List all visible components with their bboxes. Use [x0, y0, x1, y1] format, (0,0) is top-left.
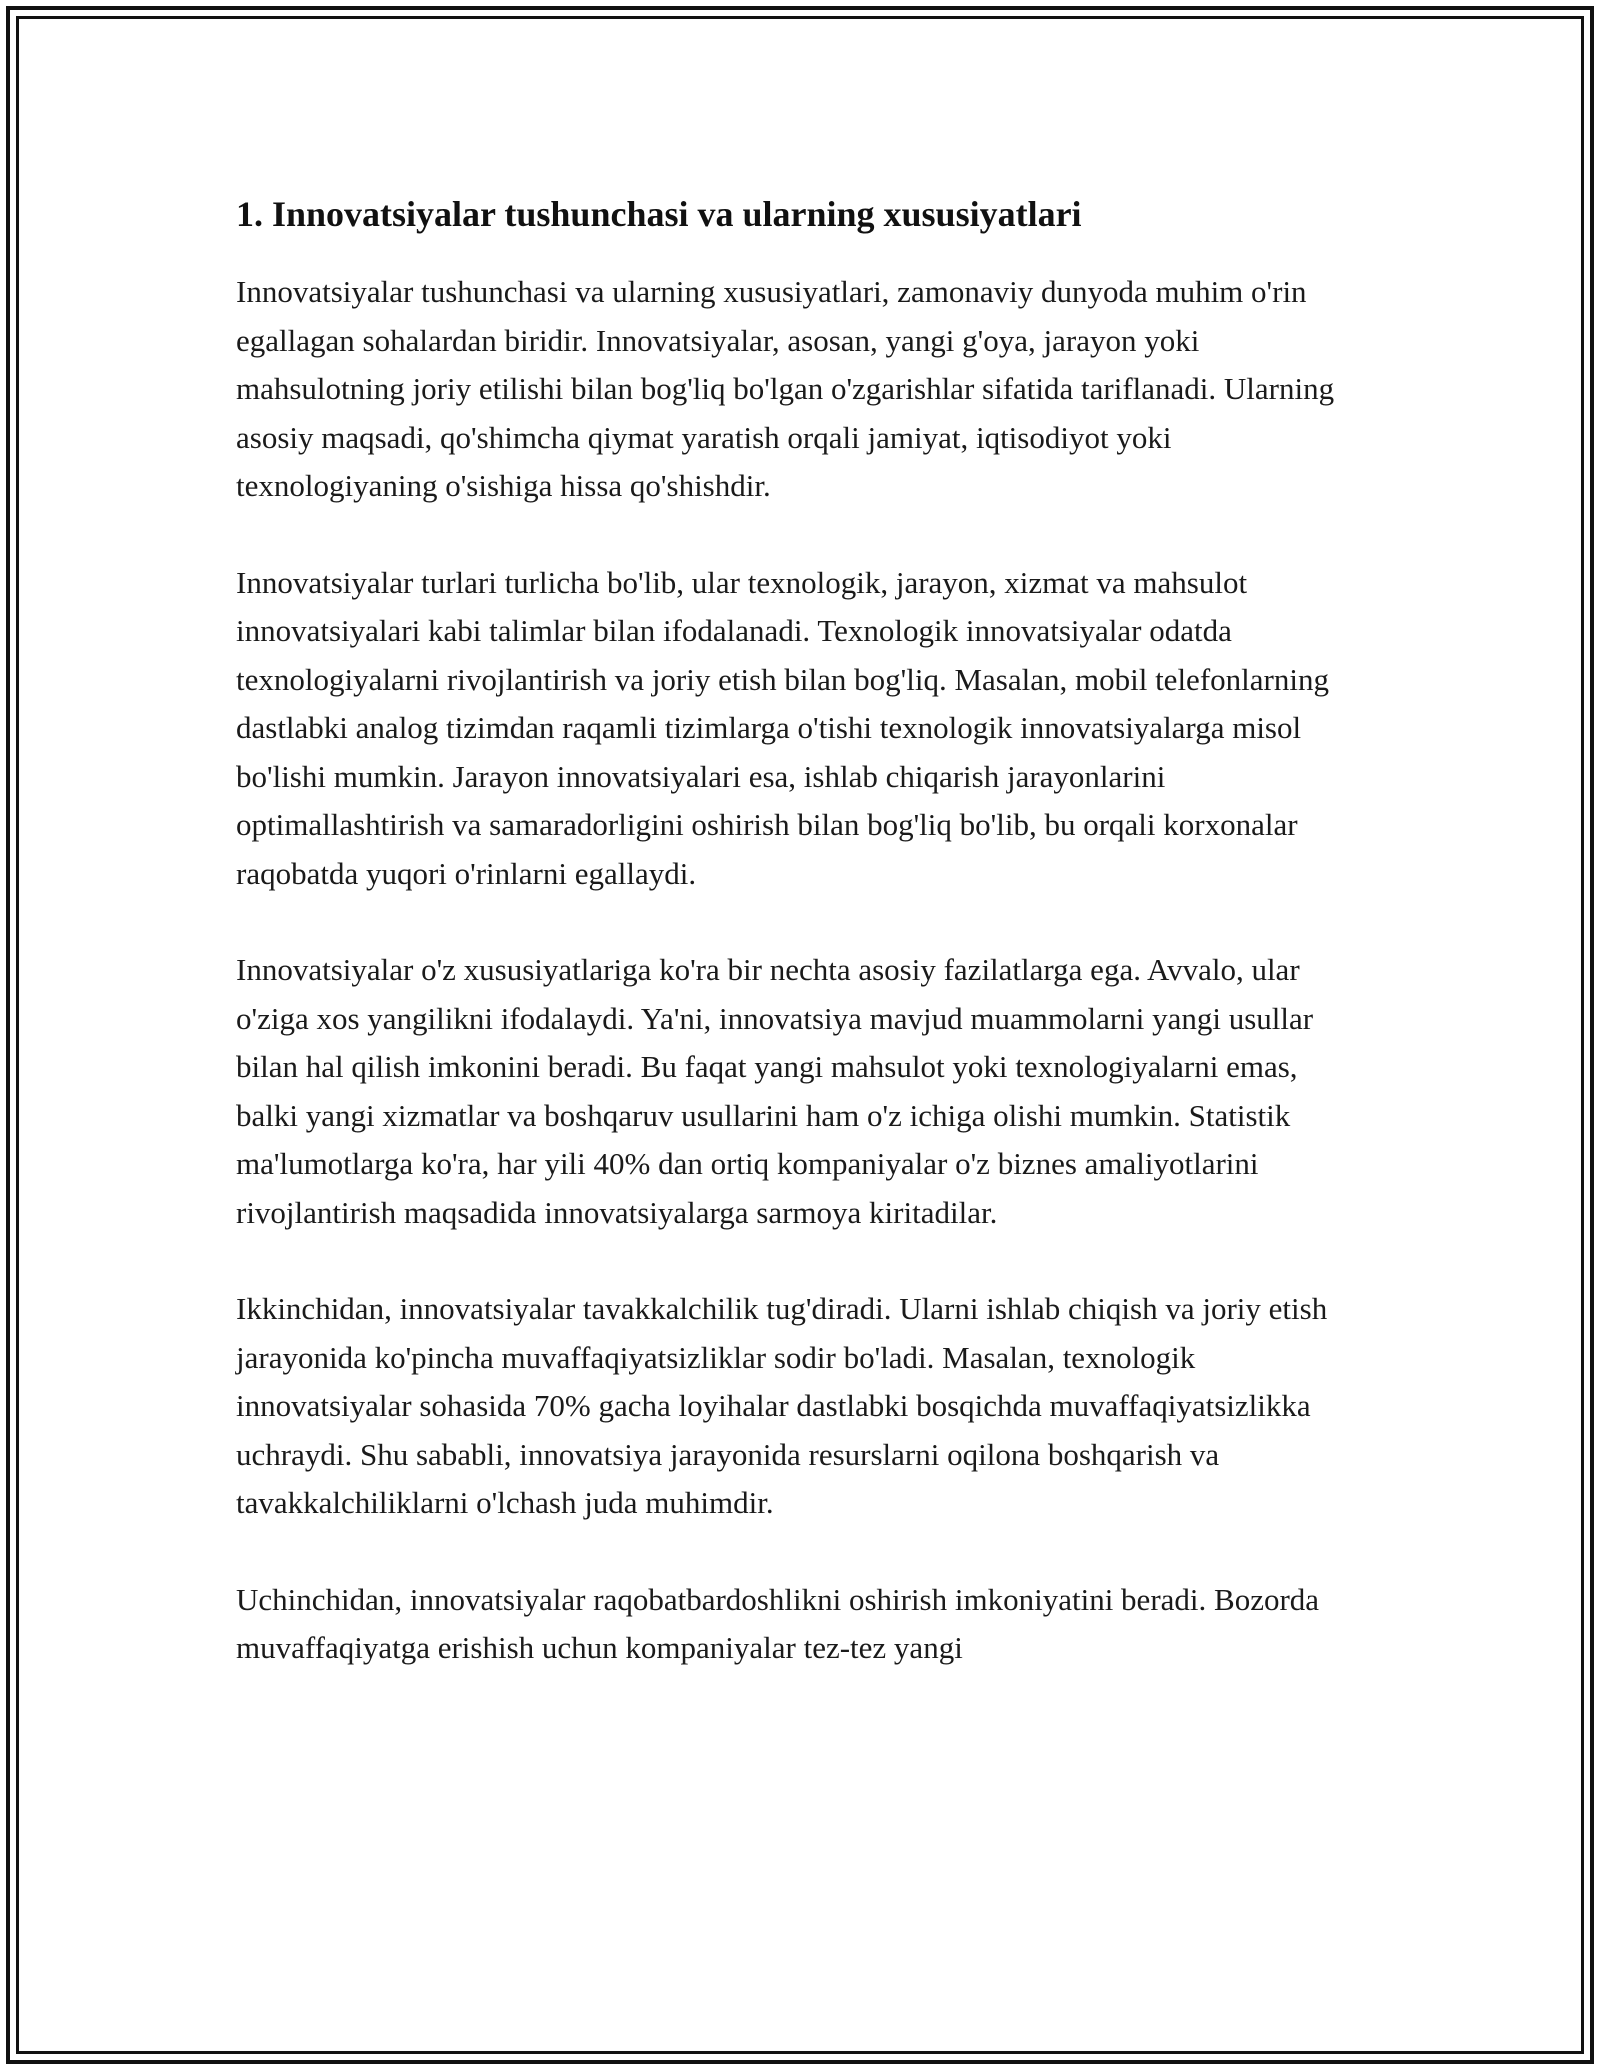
- section-title: 1. Innovatsiyalar tushunchasi va ularning xususiyatlari: [236, 194, 1082, 234]
- document-body: [236, 188, 1366, 1721]
- paragraph-5: Uchinchidan, innovatsiyalar raqobatbardoshlikni oshirish imkoniyatini beradi. Bozorda muvaffaqiyatga erishish uchun kompaniyalar tez-tez yangi: [236, 1581, 1320, 1665]
- paragraph-1: Innovatsiyalar tushunchasi va ularning xususiyatlari, zamonaviy dunyoda muhim o'rin egallagan sohalardan biridir. Innovatsiyalar, asosan, yangi g'oya, jarayon yoki mahsulotning joriy etilishi bilan bog'liq bo'lgan o'zgarishlar sifatida tariflanadi. Ularning asosiy maqsadi, qo'shimcha qiymat yaratish orqali jamiyat, iqtisodiyot yoki texnologiyaning o'sishiga hissa qo'shishdir.: [236, 274, 1335, 503]
- paragraph-3: Innovatsiyalar o'z xususiyatlariga ko'ra bir nechta asosiy fazilatlarga ega. Avvalo, ular o'ziga xos yangilikni ifodalaydi. Ya'ni, innovatsiya mavjud muammolarni yangi usullar bilan hal qilish imkonini beradi. Bu faqat yangi mahsulot yoki texnologiyalarni emas, balki yangi xizmatlar va boshqaruv usullarini ham o'z ichiga olishi mumkin. Statistik ma'lumotlarga ko'ra, har yili 40% dan ortiq kompaniyalar o'z biznes amaliyotlarini rivojlantirish maqsadida innovatsiyalarga sarmoya kiritadilar.: [236, 952, 1314, 1230]
- paragraph-4: Ikkinchidan, innovatsiyalar tavakkalchilik tug'diradi. Ularni ishlab chiqish va joriy etish jarayonida ko'pincha muvaffaqiyatsizliklar sodir bo'ladi. Masalan, texnologik innovatsiyalar sohasida 70% gacha loyihalar dastlabki bosqichda muvaffaqiyatsizlikka uchraydi. Shu sababli, innovatsiya jarayonida resurslarni oqilona boshqarish va tavakkalchiliklarni o'lchash juda muhimdir.: [236, 1291, 1328, 1520]
- paragraph-2: Innovatsiyalar turlari turlicha bo'lib, ular texnologik, jarayon, xizmat va mahsulot innovatsiyalari kabi talimlar bilan ifodalanadi. Texnologik innovatsiyalar odatda texnologiyalarni rivojlantirish va joriy etish bilan bog'liq. Masalan, mobil telefonlarning dastlabki analog tizimdan raqamli tizimlarga o'tishi texnologik innovatsiyalarga misol bo'lishi mumkin. Jarayon innovatsiyalari esa, ishlab chiqarish jarayonlarini optimallashtirish va samaradorligini oshirish bilan bog'liq bo'lib, bu orqali korxonalar raqobatda yuqori o'rinlarni egallaydi.: [236, 564, 1329, 891]
